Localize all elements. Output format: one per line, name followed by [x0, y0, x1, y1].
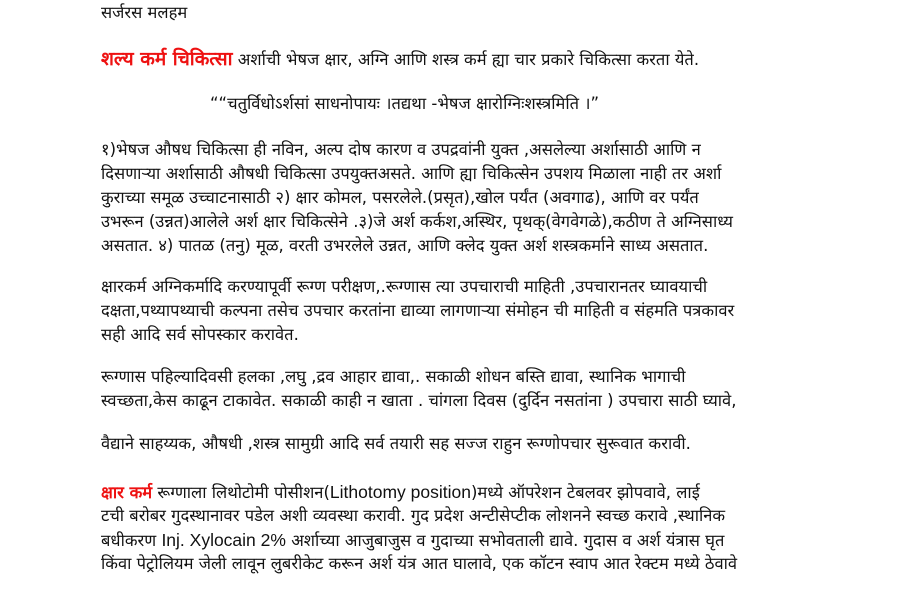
para2-line: सही आदि सर्व सोपस्कार करावेत. [101, 325, 299, 344]
para1-line: कुराच्या समूळ उच्चाटनासाठी २) क्षार कोमल, पसरलेले.(प्रसृत),खोल पर्यंत (अवगाढ), आणि वर पर्यंत [101, 188, 699, 207]
para5-line: टची बरोबर गुदस्थानावर पडेल अशी व्यवस्था करावी. गुद प्रदेश अन्टीसेप्टीक लोशनने स्वच्छ करावे ,स्थानिक [101, 506, 726, 525]
para1-line: १)भेषज औषध चिकित्सा ही नविन, अल्प दोष कारण व उपद्रवांनी युक्त ,असलेल्या अर्शासाठी आणि न [101, 140, 701, 159]
latin-term: Lithotomy position [329, 482, 471, 502]
top-line: सर्जरस मलहम [101, 3, 188, 22]
para5-line [101, 528, 724, 553]
para5-text: बधीकरण [101, 531, 162, 550]
kshar-karma-heading: क्षार कर्म [101, 483, 153, 502]
para3-line: रूग्णास पहिल्यादिवसी हलका ,लघु ,द्रव आहार द्यावा,. सकाळी शोधन बस्ति द्यावा, स्थानिक भागाची [101, 367, 686, 386]
para5-text: )मध्ये ऑपरेशन टेबलवर झोपवावे, लाई [470, 483, 700, 502]
intro-line [101, 47, 699, 72]
para2-line: क्षारकर्म अग्निकर्मादि करण्यापूर्वी रूग्ण परीक्षण,.रूग्णास त्या उपचाराची माहिती ,उपचारानतर घ्यावयाची [101, 277, 708, 296]
para2-line: दक्षता,पथ्यापथ्याची कल्पना तसेच उपचार करतांना द्याव्या लागणाऱ्या संमोहन ची माहिती व संहमति पत्रकावर [101, 301, 735, 320]
sanskrit-quote: ““चतुर्विधोऽर्शसां साधनोपायः ।तद्यथा -भेषज क्षारोग्निःशस्त्रमिति ।” [210, 94, 600, 113]
para1-line: उभरून (उन्नत)आलेले अर्श क्षार चिकित्सेने .३)जे अर्श कर्कश,अस्थिर, पृथक्(वेगवेगळे),कठीण ते अग्निसाध्य [101, 212, 733, 231]
para5-line: किंवा पेट्रोलियम जेली लावून लुबरीकेट करून अर्श यंत्र आत घालावे, एक कॉटन स्वाप आत रेक्टम मध्ये ठेवावे [101, 554, 738, 573]
para4-line: वैद्याने साहय्यक, औषधी ,शस्त्र सामुग्री आदि सर्व तयारी सह सज्ज राहुन रूग्णोपचार सुरूवात करावी. [101, 434, 691, 453]
para5-line [101, 480, 700, 505]
para3-line: स्वच्छता,केस काढून टाकावेत. सकाळी काही न खाता . चांगला दिवस (दुर्दिन नसतांना ) उपचारा साठी घ्यावे, [101, 391, 737, 410]
para1-line: दिसणाऱ्या अर्शासाठी औषधी चिकित्सा उपयुक्तअसते. आणि ह्या चिकित्सेन उपशय मिळाला नाही तर अर्शा [101, 164, 722, 183]
intro-heading: शल्य कर्म चिकित्सा [101, 48, 233, 70]
intro-text: अर्शाची भेषज क्षार, अग्नि आणि शस्त्र कर्म ह्या चार प्रकारे चिकित्सा करता येते. [237, 50, 700, 69]
para1-line: असतात. ४) पातळ (तनु) मूळ, वरती उभरलेले उन्नत, आणि क्लेद युक्त अर्श शस्त्रकर्माने साध्य असतात. [101, 236, 709, 255]
para5-text: अर्शाच्या आजुबाजुस व गुदाच्या सभोवताली द्यावे. गुदास व अर्श यंत्रास घृत [285, 531, 725, 550]
para5-text: रूग्णाला लिथोटोमी पोसीशन( [157, 483, 330, 502]
latin-term: Inj. Xylocain 2% [161, 530, 286, 550]
